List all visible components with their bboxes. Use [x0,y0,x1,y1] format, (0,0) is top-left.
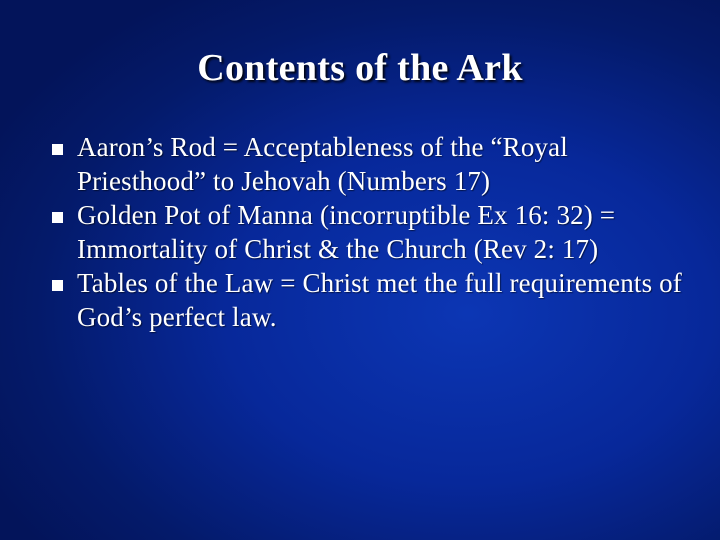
bullet-text: Golden Pot of Manna (incorruptible Ex 16: 32) = Immortality of Christ & the Church (Rev 2: 17) [77,200,616,264]
bullet-list [52,130,702,334]
bullet-item [52,130,702,198]
square-bullet-icon [52,144,63,155]
slide-title: Contents of the Ark [197,47,523,89]
square-bullet-icon [52,212,63,223]
bullet-text: Tables of the Law = Christ met the full requirements of God’s perfect law. [77,268,682,332]
bullet-item [52,198,702,266]
square-bullet-icon [52,280,63,291]
bullet-item [52,266,702,334]
bullet-text: Aaron’s Rod = Acceptableness of the “Royal Priesthood” to Jehovah (Numbers 17) [77,132,568,196]
